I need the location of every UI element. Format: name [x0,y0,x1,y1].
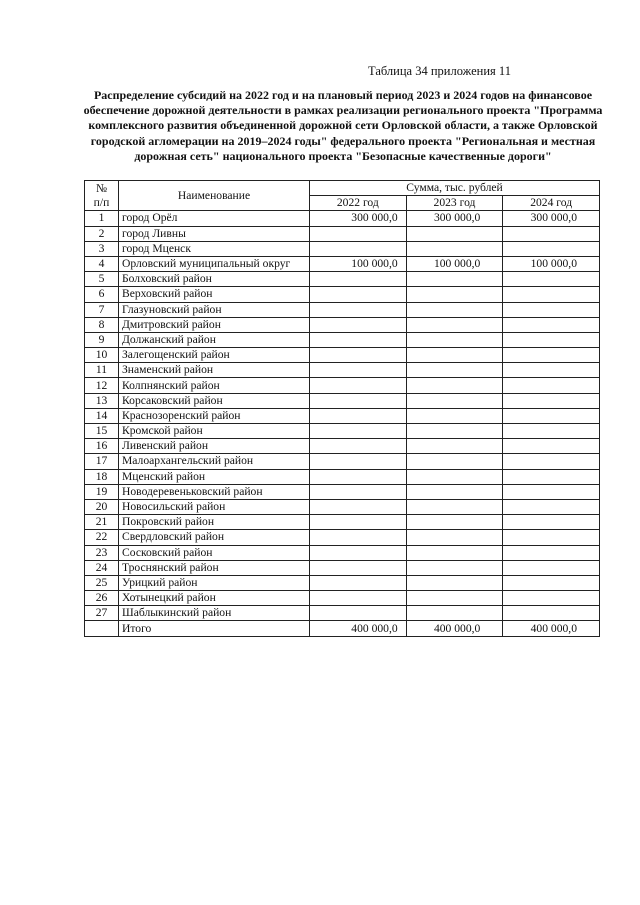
row-value-2023 [406,393,503,408]
row-value-2022 [310,591,407,606]
row-value-2022 [310,332,407,347]
row-value-2022 [310,469,407,484]
row-name: Болховский район [119,272,310,287]
row-num: 25 [85,575,119,590]
row-value-2023 [406,226,503,241]
row-value-2022 [310,272,407,287]
row-value-2022 [310,454,407,469]
row-name: Ливенский район [119,439,310,454]
row-num: 26 [85,591,119,606]
table-row [85,560,600,575]
table-row [85,408,600,423]
row-name: Краснозоренский район [119,408,310,423]
row-name: Хотынецкий район [119,591,310,606]
row-num: 7 [85,302,119,317]
table-row [85,530,600,545]
row-value-2022 [310,575,407,590]
table-header-row [85,181,600,196]
table-row [85,378,600,393]
row-num: 27 [85,606,119,621]
row-name: Залегощенский район [119,348,310,363]
row-value-2022 [310,348,407,363]
table-row [85,499,600,514]
row-value-2022 [310,302,407,317]
row-value-2024 [503,484,600,499]
row-value-2024 [503,424,600,439]
row-value-2022 [310,424,407,439]
row-value-2023 [406,348,503,363]
row-name: Глазуновский район [119,302,310,317]
row-name: Новосильский район [119,499,310,514]
row-value-2023 [406,272,503,287]
table-row [85,591,600,606]
row-name: Корсаковский район [119,393,310,408]
row-num: 6 [85,287,119,302]
header-num-line2: п/п [93,195,110,209]
row-value-2024 [503,287,600,302]
row-name: Знаменский район [119,363,310,378]
row-value-2024 [503,560,600,575]
table-row [85,515,600,530]
table-row [85,439,600,454]
row-value-2022 [310,408,407,423]
row-value-2023 [406,545,503,560]
row-value-2024 [503,378,600,393]
row-value-2024 [503,363,600,378]
row-name: Дмитровский район [119,317,310,332]
header-year-2023: 2023 год [406,196,503,211]
table-row [85,317,600,332]
row-num: 14 [85,408,119,423]
row-value-2024 [503,272,600,287]
row-value-2024 [503,606,600,621]
row-value-2023 [406,241,503,256]
row-num: 11 [85,363,119,378]
row-value-2024 [503,241,600,256]
table-row [85,606,600,621]
row-value-2023 [406,363,503,378]
row-value-2023 [406,408,503,423]
row-value-2024: 100 000,0 [503,256,600,271]
table-row [85,226,600,241]
total-2022: 400 000,0 [310,621,407,636]
row-value-2024 [503,545,600,560]
table-row [85,424,600,439]
row-num: 21 [85,515,119,530]
row-value-2023 [406,424,503,439]
table-row [85,545,600,560]
row-value-2022 [310,439,407,454]
row-name: Малоархангельский район [119,454,310,469]
row-value-2024 [503,575,600,590]
row-num: 17 [85,454,119,469]
row-value-2023 [406,378,503,393]
row-name: Троснянский район [119,560,310,575]
row-value-2022 [310,363,407,378]
document-title: Распределение субсидий на 2022 год и на плановый период 2023 и 2024 годов на финансовое обеспечение дорожной деятельности в рамках реализации регионального проекта "Программа комплексного развития объединенной дорожной сети Орловской области, а также Орловской городской агломерации на 2019–2024 годы" федерального проекта "Региональная и местная дорожная сеть" национального проекта "Безопасные качественные дороги" [83,88,603,163]
table-row [85,363,600,378]
row-name: Колпнянский район [119,378,310,393]
row-value-2022 [310,287,407,302]
row-num: 24 [85,560,119,575]
row-name: Новодеревеньковский район [119,484,310,499]
row-value-2023 [406,591,503,606]
total-num-cell [85,621,119,636]
row-value-2024 [503,332,600,347]
row-num: 23 [85,545,119,560]
total-2023: 400 000,0 [406,621,503,636]
row-value-2022 [310,515,407,530]
header-year-2024: 2024 год [503,196,600,211]
table-row [85,575,600,590]
row-name: Покровский район [119,515,310,530]
row-value-2024 [503,317,600,332]
header-num [85,181,119,211]
row-value-2023 [406,317,503,332]
row-value-2022 [310,226,407,241]
subsidy-table [84,180,600,637]
table-row [85,287,600,302]
row-value-2023 [406,454,503,469]
row-value-2023 [406,484,503,499]
row-value-2023 [406,560,503,575]
table-row [85,272,600,287]
row-value-2023 [406,287,503,302]
row-value-2023 [406,606,503,621]
row-name: Орловский муниципальный округ [119,256,310,271]
row-value-2024 [503,226,600,241]
row-value-2023 [406,469,503,484]
row-num: 9 [85,332,119,347]
row-value-2024 [503,515,600,530]
row-num: 4 [85,256,119,271]
row-value-2024 [503,348,600,363]
row-value-2024 [503,530,600,545]
table-row [85,484,600,499]
header-sum: Сумма, тыс. рублей [310,181,600,196]
row-num: 20 [85,499,119,514]
row-value-2022 [310,393,407,408]
row-name: Свердловский район [119,530,310,545]
row-value-2023 [406,515,503,530]
row-name: Шаблыкинский район [119,606,310,621]
row-value-2024: 300 000,0 [503,211,600,226]
row-value-2024 [503,393,600,408]
row-num: 18 [85,469,119,484]
row-value-2022 [310,530,407,545]
row-value-2023 [406,499,503,514]
row-num: 16 [85,439,119,454]
row-value-2022 [310,484,407,499]
row-num: 2 [85,226,119,241]
row-num: 10 [85,348,119,363]
header-num-line1: № [95,181,108,195]
row-num: 3 [85,241,119,256]
table-row [85,348,600,363]
row-name: Верховский район [119,287,310,302]
row-name: Кромской район [119,424,310,439]
row-value-2022 [310,499,407,514]
header-year-2022: 2022 год [310,196,407,211]
row-value-2023: 300 000,0 [406,211,503,226]
row-num: 5 [85,272,119,287]
table-row [85,241,600,256]
row-num: 1 [85,211,119,226]
table-row [85,469,600,484]
row-name: Должанский район [119,332,310,347]
table-row [85,454,600,469]
row-name: Урицкий район [119,575,310,590]
row-value-2022 [310,560,407,575]
row-value-2022: 300 000,0 [310,211,407,226]
row-value-2023 [406,302,503,317]
row-value-2022 [310,317,407,332]
row-num: 12 [85,378,119,393]
row-num: 8 [85,317,119,332]
row-value-2023 [406,530,503,545]
row-value-2024 [503,499,600,514]
row-value-2022 [310,241,407,256]
row-num: 13 [85,393,119,408]
total-2024: 400 000,0 [503,621,600,636]
row-name: город Мценск [119,241,310,256]
table-body [85,211,600,621]
row-value-2023 [406,575,503,590]
row-num: 15 [85,424,119,439]
row-name: Сосковский район [119,545,310,560]
row-value-2022 [310,378,407,393]
row-value-2022 [310,545,407,560]
row-value-2023 [406,439,503,454]
row-value-2024 [503,454,600,469]
row-num: 19 [85,484,119,499]
table-row [85,302,600,317]
row-name: город Орёл [119,211,310,226]
total-label: Итого [119,621,310,636]
table-row [85,393,600,408]
row-name: город Ливны [119,226,310,241]
row-value-2023 [406,332,503,347]
row-value-2024 [503,439,600,454]
table-row [85,211,600,226]
row-value-2024 [503,469,600,484]
row-value-2023: 100 000,0 [406,256,503,271]
table-row [85,256,600,271]
row-value-2022 [310,606,407,621]
total-row [85,621,600,636]
row-value-2022: 100 000,0 [310,256,407,271]
row-value-2024 [503,302,600,317]
row-num: 22 [85,530,119,545]
row-value-2024 [503,591,600,606]
header-name: Наименование [119,181,310,211]
row-name: Мценский район [119,469,310,484]
appendix-label: Таблица 34 приложения 11 [368,64,511,78]
table-row [85,332,600,347]
row-value-2024 [503,408,600,423]
